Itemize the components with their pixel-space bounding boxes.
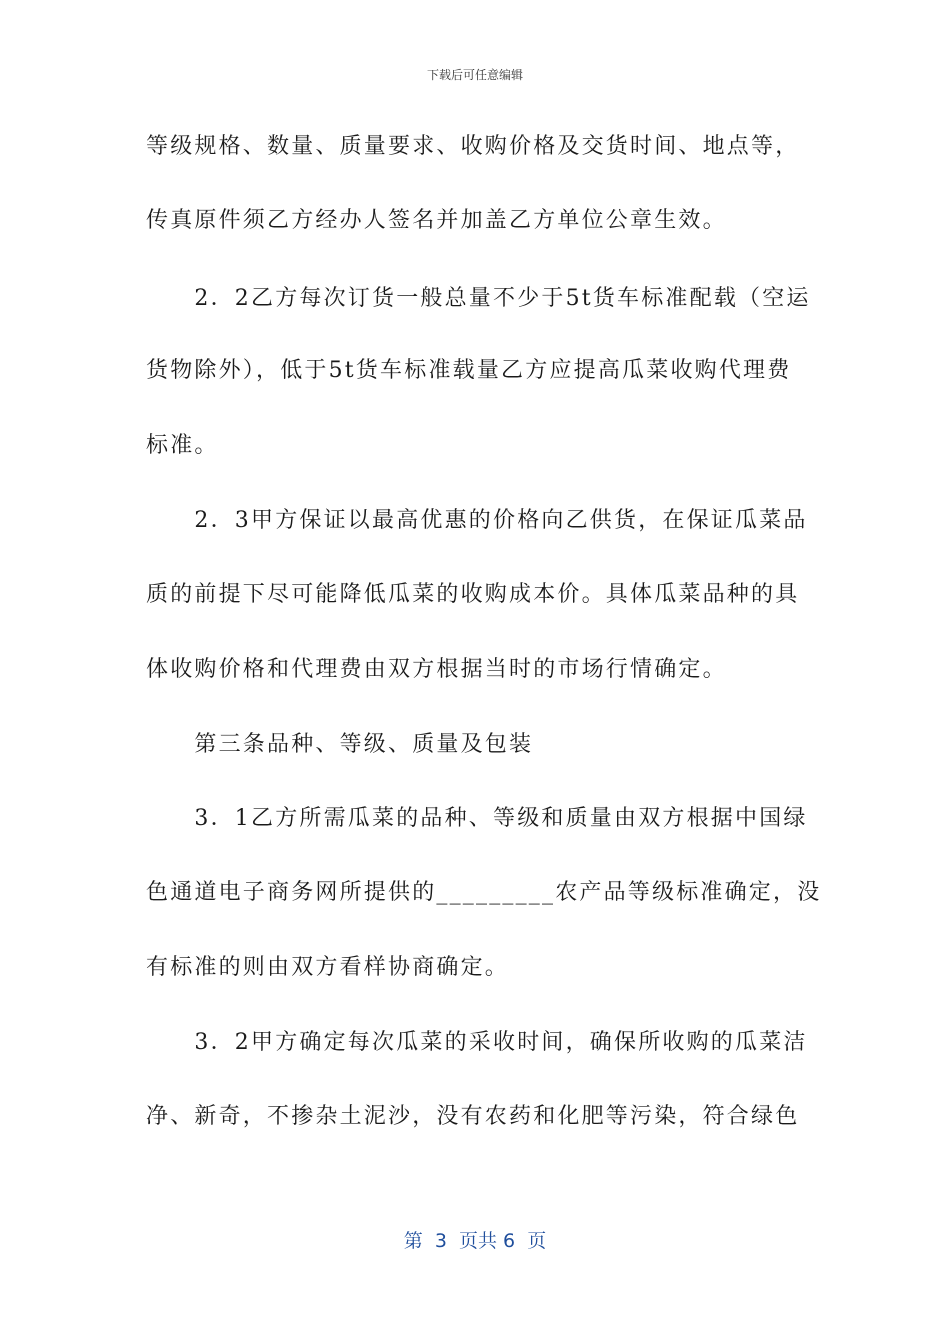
body-line-2: 传真原件须乙方经办人签名并加盖乙方单位公章生效。: [146, 208, 727, 233]
body-line-7: 质的前提下尽可能降低瓜菜的收购成本价。具体瓜菜品种的具: [146, 582, 800, 607]
body-line-14: 净、新奇，不掺杂土泥沙，没有农药和化肥等污染，符合绿色: [146, 1104, 800, 1129]
page-footer-page-number: 第 3 页共 6 页: [403, 1230, 547, 1252]
body-line-4: 货物除外），低于5t货车标准载量乙方应提高瓜菜收购代理费: [146, 358, 792, 383]
body-line-5: 标准。: [146, 433, 219, 458]
body-line-6: 2．3甲方保证以最高优惠的价格向乙供货，在保证瓜菜品: [146, 508, 808, 533]
section-heading: 第三条品种、等级、质量及包装: [146, 732, 534, 757]
body-line-12: 有标准的则由双方看样协商确定。: [146, 955, 510, 980]
body-line-13: 3．2甲方确定每次瓜菜的采收时间，确保所收购的瓜菜洁: [146, 1030, 808, 1055]
body-line-10: 3．1乙方所需瓜菜的品种、等级和质量由双方根据中国绿: [146, 806, 808, 831]
body-line-11: 色通道电子商务网所提供的_________农产品等级标准确定，没: [146, 880, 822, 905]
body-line-8: 体收购价格和代理费由双方根据当时的市场行情确定。: [146, 657, 727, 682]
body-line-1: 等级规格、数量、质量要求、收购价格及交货时间、地点等，: [146, 134, 800, 159]
page-header: 下载后可任意编辑: [426, 68, 523, 82]
body-line-3: 2．2乙方每次订货一般总量不少于5t货车标准配载（空运: [146, 286, 811, 311]
